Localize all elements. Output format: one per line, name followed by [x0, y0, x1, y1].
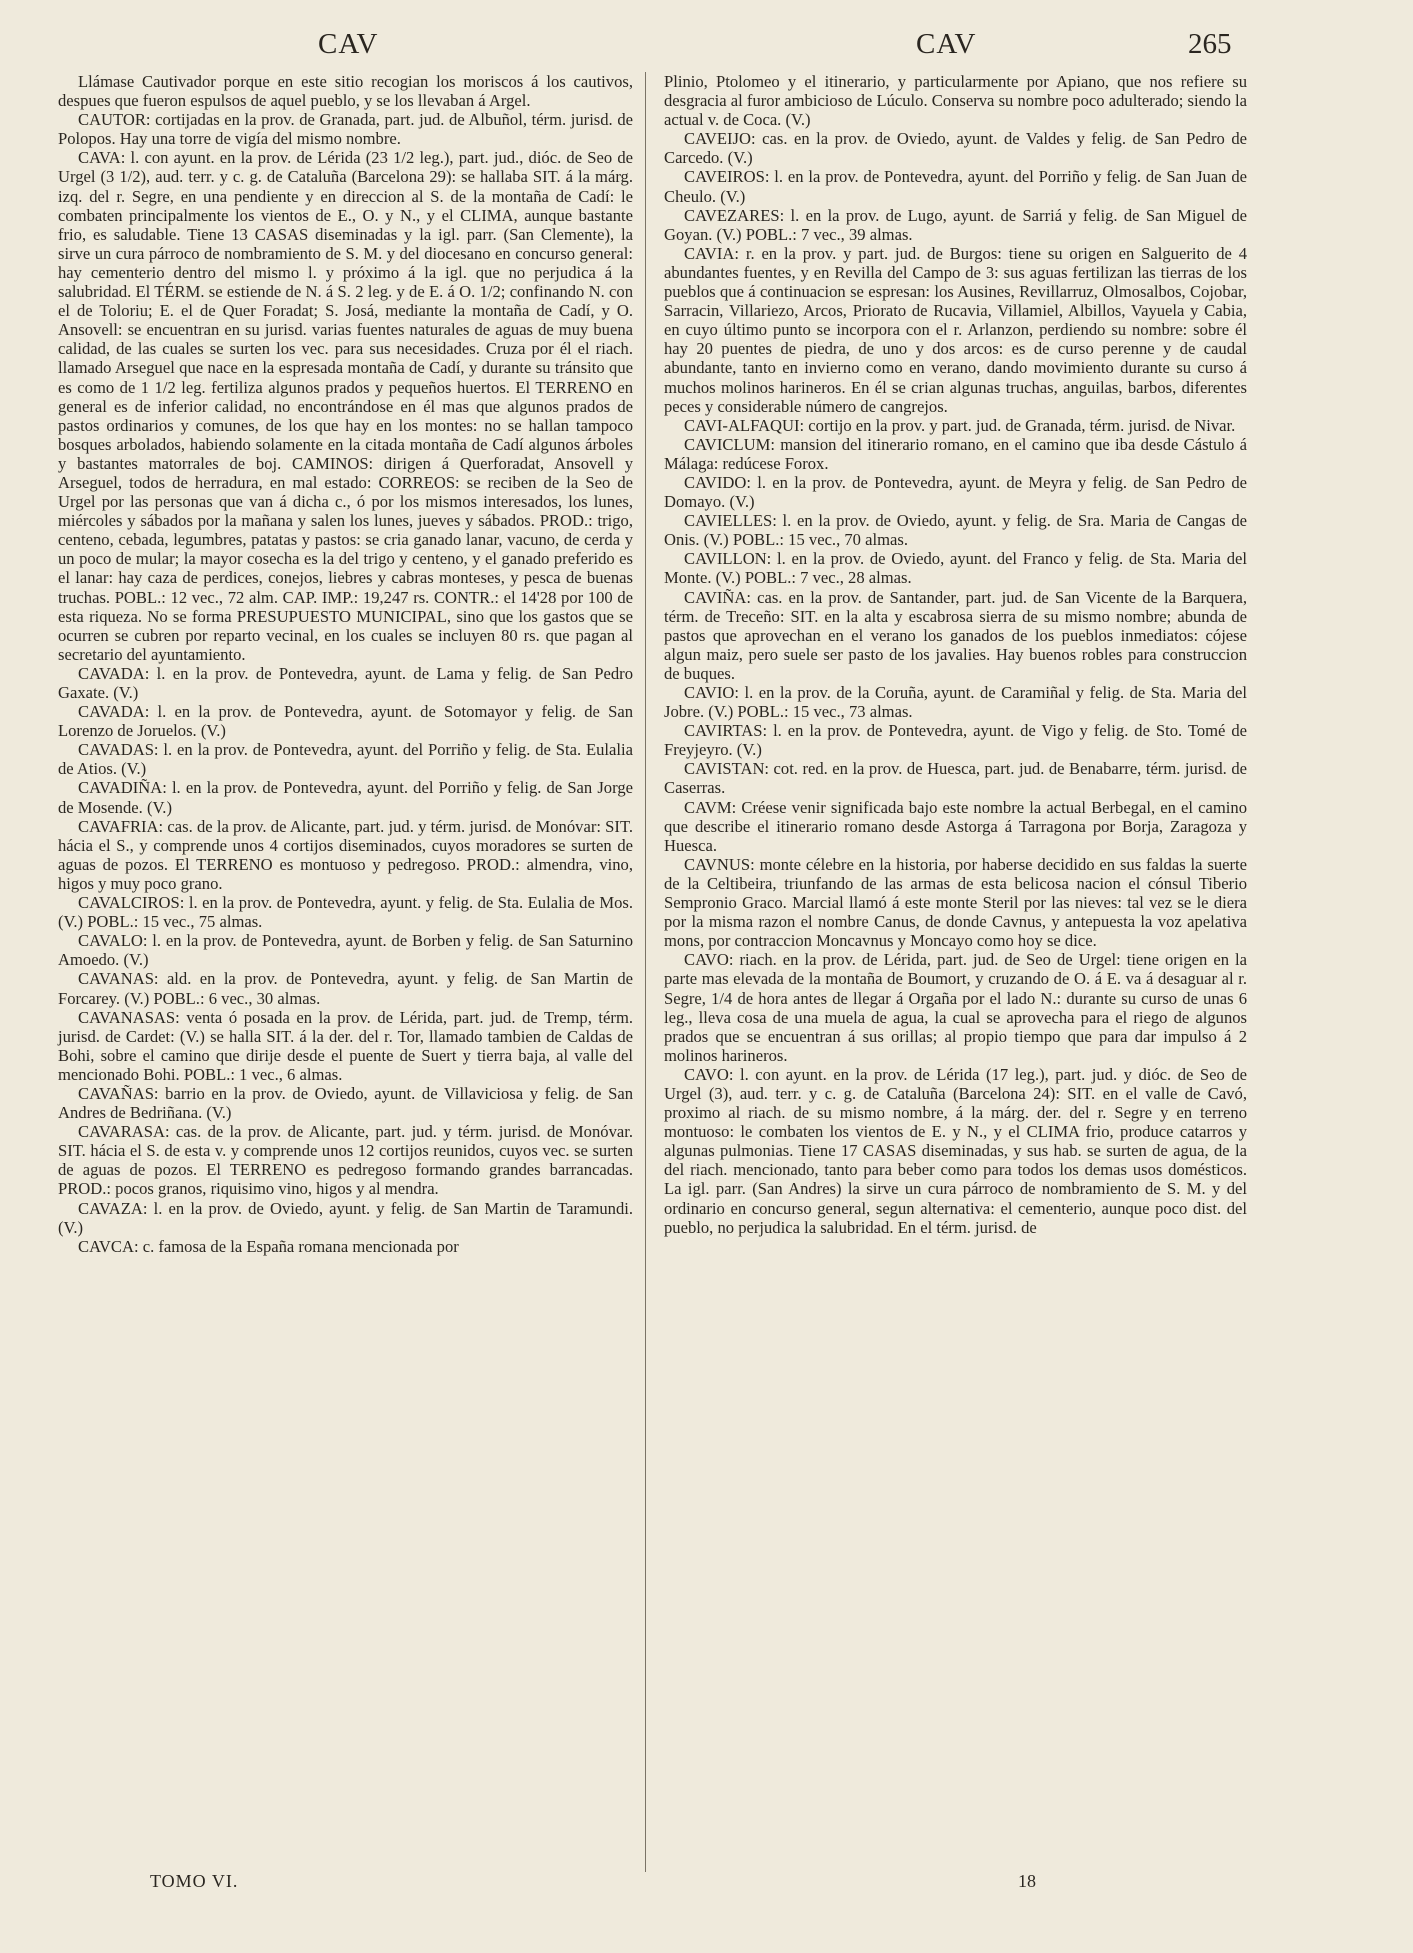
running-head-right: CAV — [916, 28, 977, 60]
entry-cavielles: CAVIELLES: l. en la prov. de Oviedo, ayunt. y felig. de Sra. Maria de Cangas de Onis. (V.) POBL.: 15 vec., 70 almas. — [664, 511, 1247, 550]
entry-cautivador: Llámase Cautivador porque en este sitio recogian los moriscos á los cautivos, despues que fueron espulsos de aquel pueblo, y se los llevaban á Argel. — [58, 72, 633, 111]
entry-cavanasas: CAVANASAS: venta ó posada en la prov. de Lérida, part. jud. de Tremp, térm. jurisd. de Cardet: (V.) se halla SIT. á la der. del r. Tor, llamado tambien de Caldas de Bohi, sobre el camino que dirije desde el puente de Suert y tierra baja, al valle del mencionado Bohi. POBL.: 1 vec., 6 almas. — [58, 1007, 633, 1084]
entry-cavezares: CAVEZARES: l. en la prov. de Lugo, ayunt. de Sarriá y felig. de San Miguel de Goyan. (V.) POBL.: 7 vec., 39 almas. — [664, 205, 1247, 244]
entry-cavido: CAVIDO: l. en la prov. de Pontevedra, ayunt. de Meyra y felig. de San Pedro de Domayo. (V.) — [664, 472, 1247, 512]
entry-cavada-sotomayor: CAVADA: l. en la prov. de Pontevedra, ayunt. de Sotomayor y felig. de San Lorenzo de Joruelos. (V.) — [58, 702, 633, 741]
entry-cavadina: CAVADIÑA: l. en la prov. de Pontevedra, ayunt. del Porriño y felig. de San Jorge de Mosende. (V.) — [58, 778, 633, 817]
entry-cavafria: CAVAFRIA: cas. de la prov. de Alicante, part. jud. y térm. jurisd. de Monóvar: SIT. hácia el S., y comprende unos 4 cortijos diseminados, cuyos moradores se surten de aguas de pozos. El TERRENO es montuoso y pedregoso. PROD.: almendra, vino, higos y muy poco grano. — [58, 816, 633, 893]
entry-cavina: CAVIÑA: cas. en la prov. de Santander, part. jud. de San Vicente de la Barquera, térm. de Treceño: SIT. en la alta y escabrosa sierra de su mismo nombre; abunda de pastos que aprovechan en el verano los ganados de los pueblos inmediatos: cójese algun maiz, pero suele ser pasto de los javalies. Hay buenos robles para construccion de buques. — [664, 587, 1247, 683]
entry-caviclum: CAVICLUM: mansion del itinerario romano, en el camino que iba desde Cástulo á Málaga: redúcese Forox. — [664, 434, 1247, 473]
right-column — [664, 72, 1247, 1237]
entry-cavanas: CAVANAS: ald. en la prov. de Pontevedra, ayunt. y felig. de San Martin de Forcarey. (V.) POBL.: 6 vec., 30 almas. — [58, 969, 633, 1008]
entry-cavo-river: CAVO: riach. en la prov. de Lérida, part. jud. de Seo de Urgel: tiene origen en la parte mas elevada de la montaña de Boumort, y cruzando de O. á E. va á desaguar al r. Segre, 1/4 de hora antes de llegar á Orgaña por el lado N.: durante su curso de unas 6 leg., lleva cosa de una muela de agua, la cual se aprovecha para el riego de algunos prados que se encuentran á sus orillas; al propio tiempo que para dar impulso á 2 molinos harineros. — [664, 950, 1247, 1065]
running-head-left: CAV — [318, 28, 379, 60]
column-divider — [645, 72, 646, 1872]
entry-cavillon: CAVILLON: l. en la prov. de Oviedo, ayunt. del Franco y felig. de Sta. Maria del Monte. (V.) POBL.: 7 vec., 28 almas. — [664, 549, 1247, 588]
entry-cavirtas: CAVIRTAS: l. en la prov. de Pontevedra, ayunt. de Vigo y felig. de Sto. Tomé de Freyjeyro. (V.) — [664, 721, 1247, 760]
entry-cava: CAVA: l. con ayunt. en la prov. de Lérida (23 1/2 leg.), part. jud., dióc. de Seo de Urgel (3 1/2), aud. terr. y c. g. de Cataluña (Barcelona 29): se hallaba SIT. á la márg. izq. del r. Segre, en una pendiente y en direccion al S. de la montaña de Cadí: le combaten principalmente los vientos de E., O. y N., y el CLIMA, aunque bastante frio, es saludable. Tiene 13 CASAS diseminadas y la igl. parr. (San Clemente), la sirve un cura párroco de nombramiento de S. M. y del diocesano en concurso general: hay cementerio dentro del mismo l. y próximo á la igl. que no perjudica á la salubridad. El TÉRM. se estiende de N. á S. 2 leg. y de E. á O. 1/2; confinando N. con el de Toloriu; E. el de Quer Foradat; S. Josá, mediante la montaña de Cadí, y O. Ansovell: se encuentran en su jurisd. varias fuentes naturales de aguas de muy buena calidad, de las cuales se surten los vec. para sus necesidades. Cruza por él el riach. llamado Arseguel que nace en la espresada montaña de Cadí, y durante su tránsito que es como de 1 1/2 leg. fertiliza algunos prados y pequeños huertos. El TERRENO en general es de inferior calidad, no encontrándose en él mas que algunos prados de pastos ordinarios y comunes, de los que hay en los montes: no se hallan tampoco bosques arbolados, habiendo solamente en la citada montaña de Cadí algunos árboles y bastantes matorrales de boj. CAMINOS: dirigen á Querforadat, Ansovell y Arseguel, todos de herradura, en mal estado: CORREOS: se reciben de la Seo de Urgel por las personas que van á dicha c., ó por los mismos interesados, los lunes, miércoles y sábados por la mañana y salen los lunes, jueves y sábados. PROD.: trigo, centeno, cebada, legumbres, patatas y pastos: se cria ganado lanar, vacuno, de cerda y un poco de mular; la mayor cosecha es la del trigo y centeno, y el ganado preferido es el lanar: hay caza de perdices, conejos, liebres y cabras monteses, y pesca de buenas truchas. POBL.: 12 vec., 72 alm. CAP. IMP.: 19,247 rs. CONTR.: el 14'28 por 100 de esta riqueza. No se forma PRESUPUESTO MUNICIPAL, sino que los gastos que se ocurren se cubren por reparto vecinal, en los cuales se incluyen 80 rs. que pagan al secretario del ayuntamiento. — [58, 148, 633, 664]
entry-cavaza: CAVAZA: l. en la prov. de Oviedo, ayunt. y felig. de San Martin de Taramundi. (V.) — [58, 1198, 633, 1237]
entry-cavio: CAVIO: l. en la prov. de la Coruña, ayunt. de Caramiñal y felig. de Sta. Maria del Jobre. (V.) POBL.: 15 vec., 73 almas. — [664, 683, 1247, 722]
entry-cavca: CAVCA: c. famosa de la España romana mencionada por — [78, 1236, 459, 1256]
volume-label: TOMO VI. — [150, 1871, 239, 1891]
entry-cavnus: CAVNUS: monte célebre en la historia, por haberse decidido en sus faldas la suerte de la Celtibeira, triunfando de las armas de esta belicosa nacion el cónsul Tiberio Sempronio Graco. Marcial llamó á este monte Steril por las nieves: tal vez se le diera por la misma razon el nombre Canus, de donde Cavnus, y antepuesta la voz apelativa mons, por contraccion Moncavnus y Moncayo como hoy se dice. — [664, 854, 1247, 951]
entry-cavo-town: CAVO: l. con ayunt. en la prov. de Lérida (17 leg.), part. jud. y dióc. de Seo de Urgel (3), aud. terr. y c. g. de Cataluña (Barcelona 24): SIT. en el valle de Cavó, proximo al riach. de su mismo nombre, á la márg. der. del r. Segre y en terreno montuoso: le combaten los vientos de E. y N., y el CLIMA frio, produce catarros y algunas pulmonias. Tiene 17 CASAS diseminadas, y sus hab. se surten de agua, de la del riach. mencionado, tanto para beber como para todos los demas usos domésticos. La igl. parr. (San Andres) la sirve un cura párroco de nombramiento de S. M. y del ordinario en concurso general, segun alternativa: el cementerio, aunque poco dist. del pueblo, no perjudica la salubridad. En el térm. jurisd. de — [664, 1064, 1247, 1237]
entry-cavca-continued: Plinio, Ptolomeo y el itinerario, y particularmente por Apiano, que nos refiere su desgracia al furor ambicioso de Lúculo. Conserva su nombre poco adulterado; siendo la actual v. de Coca. (V.) — [664, 72, 1247, 130]
entry-cavistan: CAVISTAN: cot. red. en la prov. de Huesca, part. jud. de Benabarre, térm. jurisd. de Caserras. — [664, 759, 1247, 798]
entry-cavadas: CAVADAS: l. en la prov. de Pontevedra, ayunt. del Porriño y felig. de Sta. Eulalia de Atios. (V.) — [58, 740, 633, 779]
entry-cavi-alfaqui: CAVI-ALFAQUI: cortijo en la prov. y part. jud. de Granada, térm. jurisd. de Nivar. — [684, 415, 1236, 435]
entry-cautor: CAUTOR: cortijadas en la prov. de Granada, part. jud. de Albuñol, térm. jurisd. de Polopos. Hay una torre de vigía del mismo nombre. — [58, 110, 633, 149]
left-column — [58, 72, 633, 1256]
signature-mark: 18 — [1018, 1871, 1036, 1891]
entry-cavalo: CAVALO: l. en la prov. de Pontevedra, ayunt. de Borben y felig. de San Saturnino Amoedo. (V.) — [58, 931, 633, 970]
entry-caveijo: CAVEIJO: cas. en la prov. de Oviedo, ayunt. de Valdes y felig. de San Pedro de Carcedo. (V.) — [664, 129, 1247, 168]
entry-cavanas-oviedo: CAVAÑAS: barrio en la prov. de Oviedo, ayunt. de Villaviciosa y felig. de San Andres de Bedriñana. (V.) — [58, 1083, 633, 1123]
entry-cavalciros: CAVALCIROS: l. en la prov. de Pontevedra, ayunt. y felig. de Sta. Eulalia de Mos. (V.) POBL.: 15 vec., 75 almas. — [58, 893, 633, 932]
entry-cavm: CAVM: Créese venir significada bajo este nombre la actual Berbegal, en el camino que describe el itinerario romano desde Astorga á Tarragona por Borja, Zaragoza y Huesca. — [664, 797, 1247, 855]
entry-cavia: CAVIA: r. en la prov. y part. jud. de Burgos: tiene su origen en Salguerito de 4 abundantes fuentes, y en Revilla del Campo de 3: sus aguas fertilizan las tierras de los pueblos que á continuacion se espresan: los Ausines, Revillarruz, Olmosalbos, Cojobar, Sarracin, Villariezo, Arcos, Priorato de Rucavia, Villamiel, Albillos, Vayuela y Cabia, en cuyo último punto se incorpora con el r. Arlanzon, perdiendo su nombre: sobre él hay 20 puentes de piedra, de uno y dos arcos: es de curso perenne y de caudal abundante, tanto en invierno como en verano, dando movimiento durante su curso á muchos molinos harineros. En él se crian algunas truchas, anguilas, barbos, diferentes peces y considerable número de cangrejos. — [664, 243, 1247, 416]
entry-cavada-lama: CAVADA: l. en la prov. de Pontevedra, ayunt. de Lama y felig. de San Pedro Gaxate. (V.) — [58, 663, 633, 702]
entry-caveiros: CAVEIROS: l. en la prov. de Pontevedra, ayunt. del Porriño y felig. de San Juan de Cheulo. (V.) — [664, 167, 1247, 206]
entry-cavarasa: CAVARASA: cas. de la prov. de Alicante, part. jud. y térm. jurisd. de Monóvar. SIT. hácia el S. de esta v. y comprende unos 12 cortijos reunidos, cuyos vec. se surten de aguas de pozos. El TERRENO es pedregoso formando grandes barrancadas. PROD.: pocos granos, riquisimo vino, higos y al mendra. — [58, 1122, 633, 1199]
page-number: 265 — [1188, 28, 1232, 60]
